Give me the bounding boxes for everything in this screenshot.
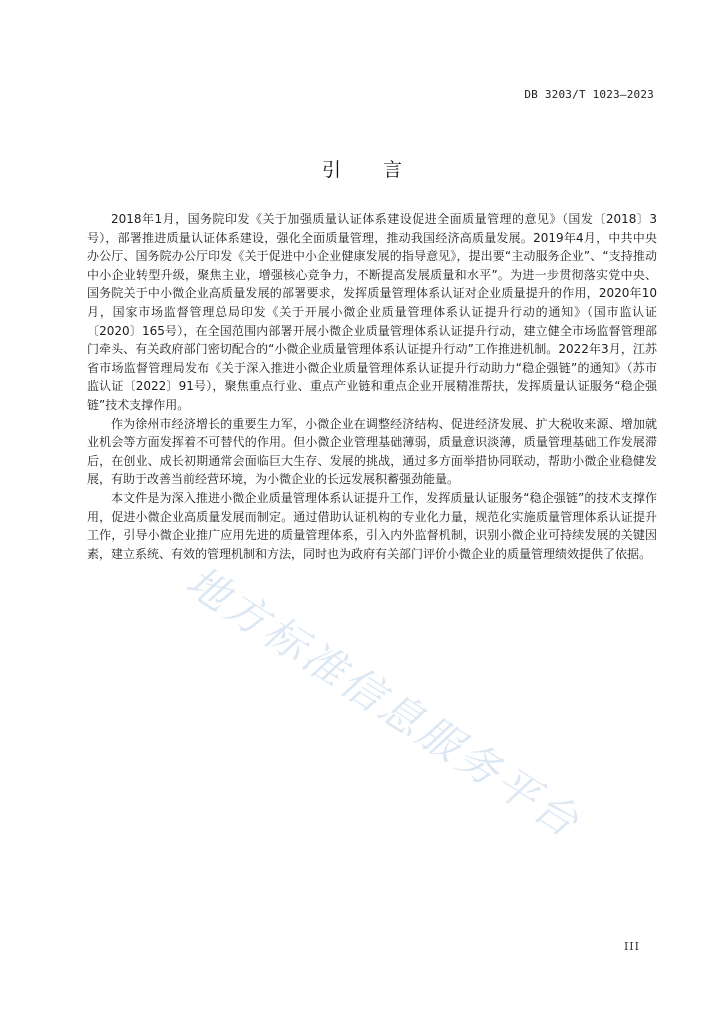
paragraph-3: 本文件是为深入推进小微企业质量管理体系认证提升工作，发挥质量认证服务“稳企强链”的技术支撑作用，促进小微企业高质量发展而制定。通过借助认证机构的专业化力量，规范化实施质量管理体系认证提升工作，引导小微企业推广应用先进的质量管理体系，引入内外监督机制，识别小微企业可持续发展的关键因素，建立系统、有效的管理机制和方法，同时也为政府有关部门评价小微企业的质量管理绩效提供了依据。 — [87, 490, 657, 561]
page-title: 引言 — [321, 159, 444, 181]
page-number: III — [623, 940, 640, 953]
document-code: DB 3203/T 1023—2023 — [524, 88, 654, 101]
watermark: 地方标准信息服务平台 — [177, 556, 590, 848]
paragraph-2: 作为徐州市经济增长的重要生力军，小微企业在调整经济结构、促进经济发展、扩大税收来源、增加就业机会等方面发挥着不可替代的作用。但小微企业管理基础薄弱，质量意识淡薄，质量管理基础工作发展滞后，在创业、成长初期通常会面临巨大生存、发展的挑战，通过多方面举措协同联动，帮助小微企业稳健发展，有助于改善当前经营环境，为小微企业的长远发展积蓄强劲能量。 — [87, 416, 657, 487]
paragraph-1: 2018年1月，国务院印发《关于加强质量认证体系建设促进全面质量管理的意见》（国发〔2018〕3号），部署推进质量认证体系建设，强化全面质量管理，推动我国经济高质量发展。2019年4月，中共中央办公厅、国务院办公厅印发《关于促进中小企业健康发展的指导意见》，提出要“主动服务企业”、“支持推动中小企业转型升级，聚焦主业，增强核心竞争力，不断提高发展质量和水平”。为进一步贯彻落实党中央、国务院关于中小微企业高质量发展的部署要求，发挥质量管理体系认证对企业质量提升的作用，2020年10月，国家市场监督管理总局印发《关于开展小微企业质量管理体系认证提升行动的通知》（国市监认证〔2020〕165号），在全国范围内部署开展小微企业质量管理体系认证提升行动，建立健全市场监督管理部门牵头、有关政府部门密切配合的“小微企业质量管理体系认证提升行动”工作推进机制。2022年3月，江苏省市场监督管理局发布《关于深入推进小微企业质量管理体系认证提升行动助力“稳企强链”的通知》（苏市监认证〔2022〕91号），聚焦重点行业、重点产业链和重点企业开展精准帮扶，发挥质量认证服务“稳企强链”技术支撑作用。 — [87, 212, 657, 412]
introduction-body — [87, 210, 657, 563]
